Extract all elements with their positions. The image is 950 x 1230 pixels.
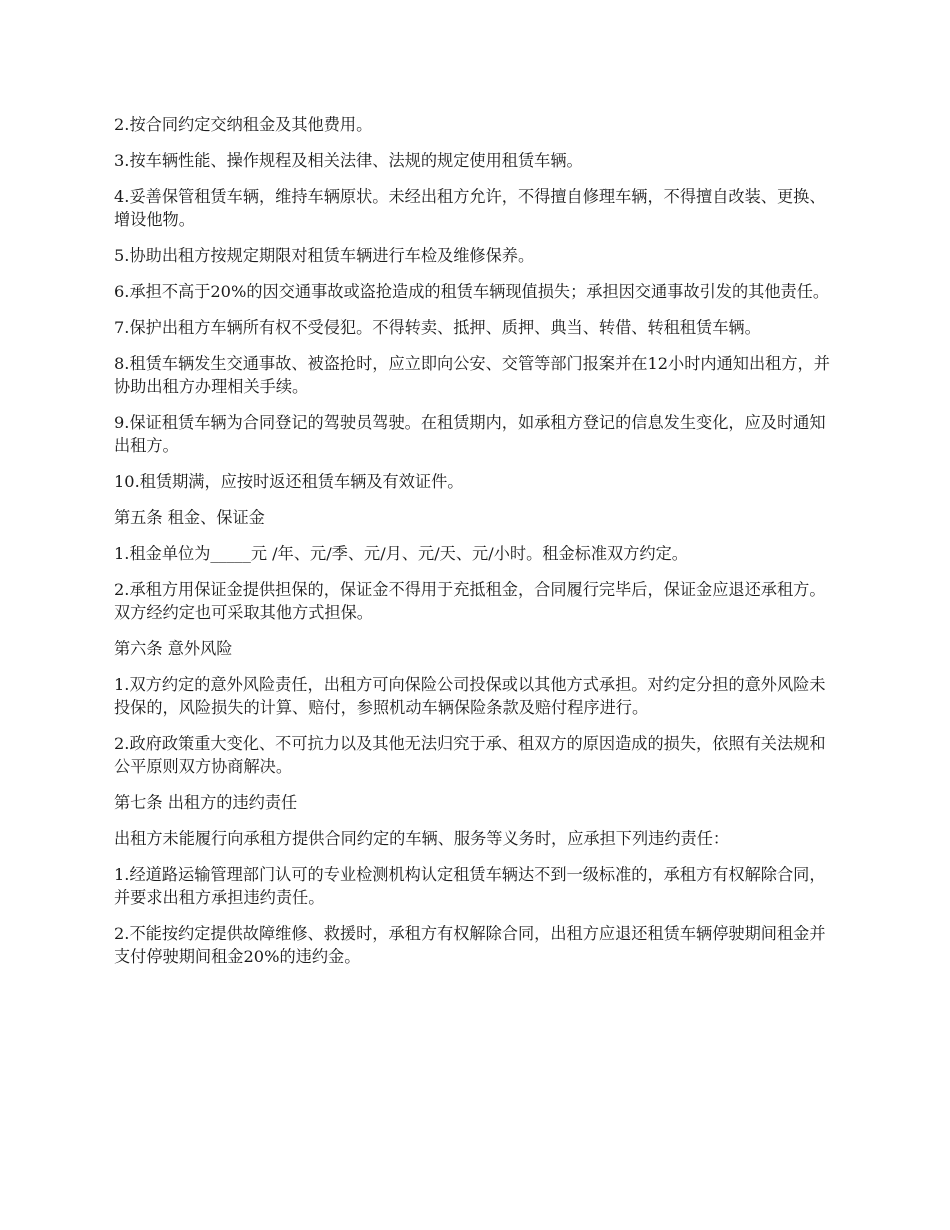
section-heading-article-7: 第七条 出租方的违约责任 — [114, 793, 298, 812]
paragraph-article-6-item-2: 2.政府政策重大变化、不可抗力以及其他无法归究于承、租双方的原因造成的损失，依照有关法规和公平原则双方协商解决。 — [114, 734, 826, 776]
paragraph-article-6-item-1: 1.双方约定的意外风险责任，出租方可向保险公司投保或以其他方式承担。对约定分担的意外风险未投保的，风险损失的计算、赔付，参照机动车辆保险条款及赔付程序进行。 — [114, 675, 826, 717]
paragraph-item-9: 9.保证租赁车辆为合同登记的驾驶员驾驶。在租赁期内，如承租方登记的信息发生变化，应及时通知出租方。 — [114, 413, 826, 455]
paragraph-item-7: 7.保护出租方车辆所有权不受侵犯。不得转卖、抵押、质押、典当、转借、转租租赁车辆。 — [114, 318, 761, 337]
section-heading-article-6: 第六条 意外风险 — [114, 639, 233, 658]
paragraph-article-7-intro: 出租方未能履行向承租方提供合同约定的车辆、服务等义务时，应承担下列违约责任： — [114, 829, 730, 848]
paragraph-item-4: 4.妥善保管租赁车辆，维持车辆原状。未经出租方允许，不得擅自修理车辆，不得擅自改装、更换、增设他物。 — [114, 187, 826, 229]
paragraph-article-7-item-2: 2.不能按约定提供故障维修、救援时，承租方有权解除合同，出租方应退还租赁车辆停驶期间租金并支付停驶期间租金20%的违约金。 — [114, 924, 826, 966]
paragraph-article-5-item-1: 1.租金单位为_____元 /年、元/季、元/月、元/天、元/小时。租金标准双方约定。 — [114, 544, 688, 563]
paragraph-item-2: 2.按合同约定交纳租金及其他费用。 — [114, 115, 373, 134]
paragraph-article-5-item-2: 2.承租方用保证金提供担保的，保证金不得用于充抵租金，合同履行完毕后，保证金应退还承租方。双方经约定也可采取其他方式担保。 — [114, 580, 826, 622]
paragraph-item-3: 3.按车辆性能、操作规程及相关法律、法规的规定使用租赁车辆。 — [114, 151, 583, 170]
paragraph-item-5: 5.协助出租方按规定期限对租赁车辆进行车检及维修保养。 — [114, 246, 535, 265]
paragraph-article-7-item-1: 1.经道路运输管理部门认可的专业检测机构认定租赁车辆达不到一级标准的，承租方有权解除合同，并要求出租方承担违约责任。 — [114, 865, 826, 907]
paragraph-item-8: 8.租赁车辆发生交通事故、被盗抢时，应立即向公安、交管等部门报案并在12小时内通知出租方，并协助出租方办理相关手续。 — [114, 354, 830, 396]
section-heading-article-5: 第五条 租金、保证金 — [114, 508, 265, 527]
paragraph-item-10: 10.租赁期满，应按时返还租赁车辆及有效证件。 — [114, 472, 464, 491]
paragraph-item-6: 6.承担不高于20%的因交通事故或盗抢造成的租赁车辆现值损失；承担因交通事故引发的其他责任。 — [114, 282, 830, 301]
